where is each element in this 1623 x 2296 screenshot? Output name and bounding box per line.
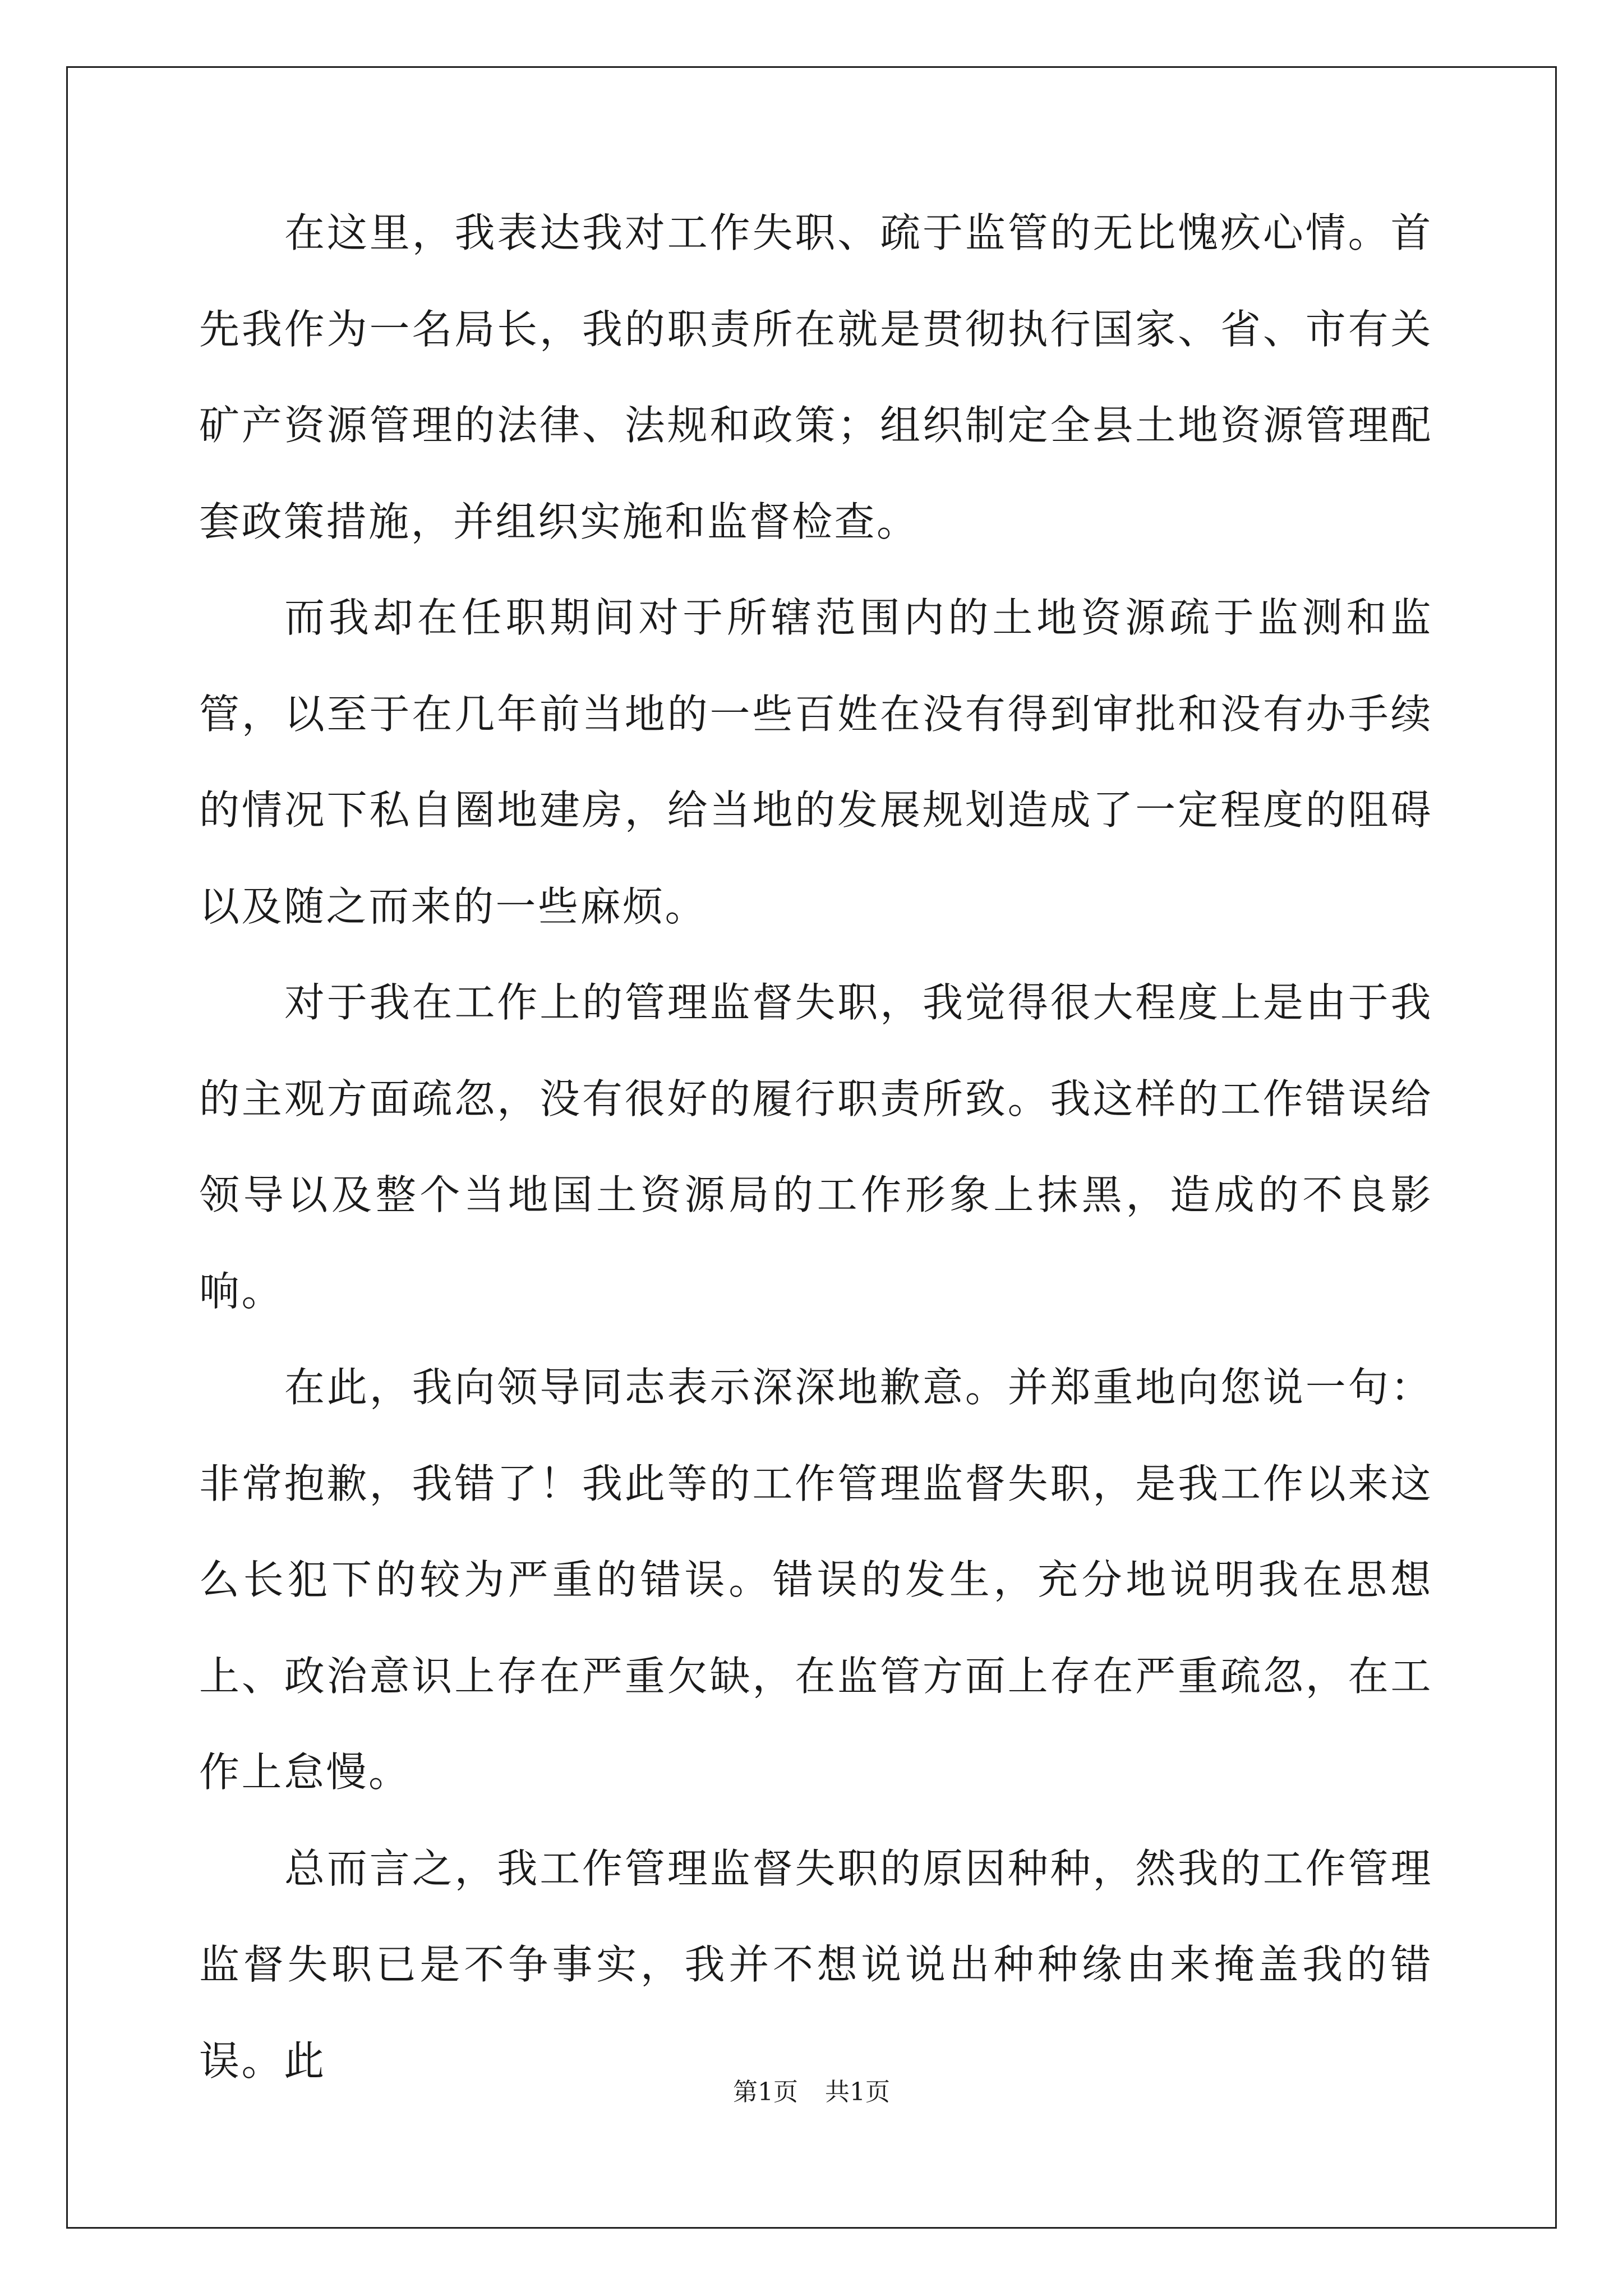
paragraph: 而我却在任职期间对于所辖范围内的土地资源疏于监测和监管，以至于在几年前当地的一些百姓在没有得到审批和没有办手续的情况下私自圈地建房，给当地的发展规划造成了一定程度的阻碍以及随之而来的一些麻烦。 — [199, 594, 1433, 930]
paragraph: 在此，我向领导同志表示深深地歉意。并郑重地向您说一句：非常抱歉，我错了！我此等的工作管理监督失职，是我工作以来这么长犯下的较为严重的错误。错误的发生，充分地说明我在思想上、政治意识上存在严重欠缺，在监管方面上存在严重疏忽，在工作上怠慢。 — [199, 1364, 1433, 1796]
paragraph: 总而言之，我工作管理监督失职的原因种种，然我的工作管理监督失职已是不争事实，我并不想说说出种种缘由来掩盖我的错误。此 — [199, 1844, 1433, 2085]
paragraph: 在这里，我表达我对工作失职、疏于监管的无比愧疚心情。首先我作为一名局长，我的职责所在就是贯彻执行国家、省、市有关矿产资源管理的法律、法规和政策；组织制定全县土地资源管理配套政策措施，并组织实施和监督检查。 — [199, 209, 1433, 545]
page-footer — [0, 2076, 1623, 2109]
document-body — [199, 185, 1433, 2109]
page-number-total: 共1页 — [825, 2078, 890, 2106]
page-number-current: 第1页 — [733, 2078, 798, 2106]
paragraph: 对于我在工作上的管理监督失职，我觉得很大程度上是由于我的主观方面疏忽，没有很好的履行职责所致。我这样的工作错误给领导以及整个当地国土资源局的工作形象上抹黑，造成的不良影响。 — [199, 979, 1433, 1315]
